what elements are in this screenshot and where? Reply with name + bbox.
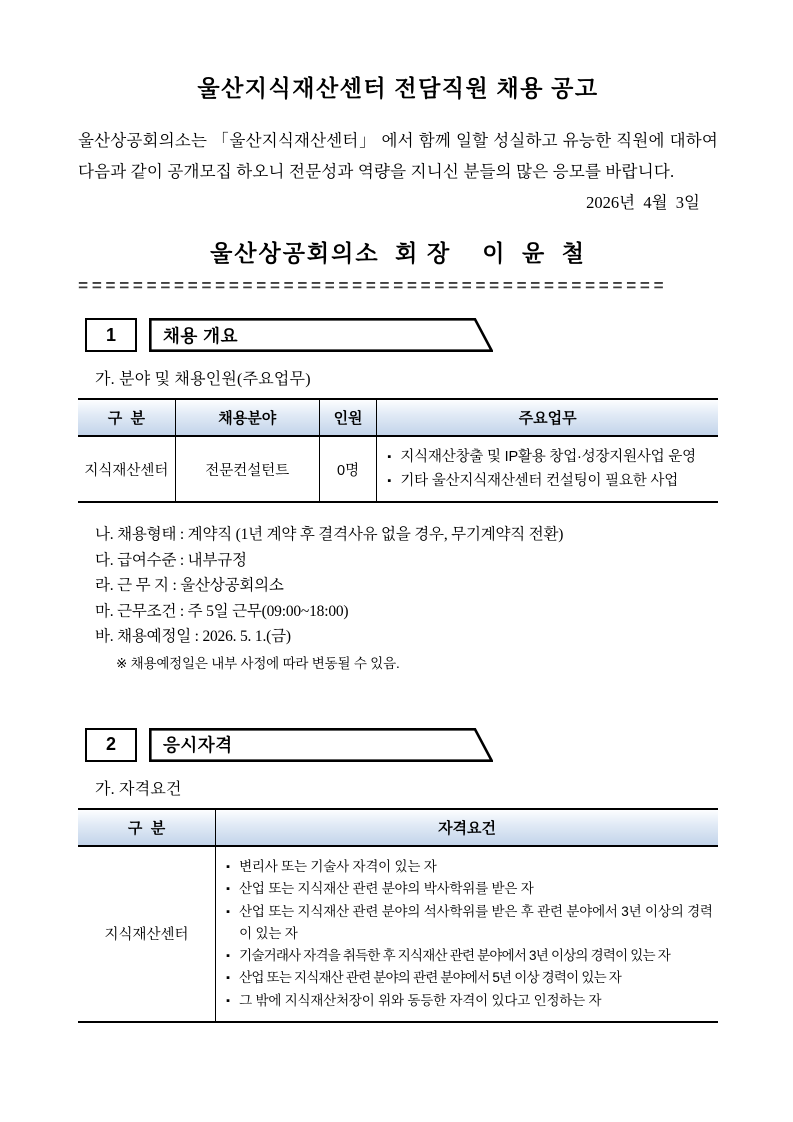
duty-item: ▪ 기타 울산지식재산센터 컨설팅이 필요한 사업 [387,469,712,493]
requirement-item: ▪ 변리사 또는 기술사 자격이 있는 자 [226,856,714,879]
col-header-requirements: 자격요건 [216,809,718,846]
bullet-icon: ▪ [226,860,230,873]
bullet-icon: ▪ [387,475,392,487]
cell-headcount: 0명 [319,436,377,502]
bullet-icon: ▪ [226,883,230,895]
qualifications-table [78,808,718,1024]
section-1-number: 1 [85,318,137,352]
col-header-field: 채용분야 [175,399,319,436]
cell-category: 지식재산센터 [84,462,169,479]
requirement-item: ▪ 기술거래사 자격을 취득한 후 지식재산 관련 분야에서 3년 이상의 경력이 있는 자 [226,945,714,968]
list-item-work-conditions: 마. 근무조건 : 주 5일 근무(09:00~18:00) [95,602,349,620]
section-1-subitem: 가. 분야 및 채용인원(주요업무) [95,371,311,388]
section-1-label [149,318,493,352]
document-title: 울산지식재산센터 전담직원 채용 공고 [197,76,599,101]
cell-duties [377,436,718,502]
intro-paragraph: 울산상공회의소는 「울산지식재산센터」 에서 함께 일할 성실하고 유능한 직원에 대하여 다음과 같이 공개모집 하오니 전문성과 역량을 지니신 분들의 많은 응모를 바랍니다. [78,131,718,181]
list-item-salary: 다. 급여수준 : 내부규정 [95,551,247,569]
requirement-item: ▪ 산업 또는 지식재산 관련 분야의 관련 분야에서 5년 이상 경력이 있는 자 [226,967,714,990]
qualifications-table-row [78,846,718,1023]
recruitment-conditions-list [95,522,718,650]
col-header-duties: 주요업무 [377,399,718,436]
bullet-icon: ▪ [387,451,392,463]
duty-item: ▪ 지식재산창출 및 IP활용 창업·성장지원사업 운영 [387,445,712,469]
list-item-hire-date: 바. 채용예정일 : 2026. 5. 1.(금) [95,628,291,645]
bullet-icon: ▪ [226,905,230,918]
requirement-item: ▪ 그 밖에 지식재산처장이 위와 동등한 자격이 있다고 인정하는 자 [226,990,714,1013]
section-1-header [85,318,718,352]
recruitment-table [78,398,718,503]
recruitment-table-row [78,436,718,502]
bullet-icon: ▪ [226,972,230,984]
col-header-category: 구 분 [78,809,216,846]
cell-requirements [216,846,718,1023]
cell-category: 지식재산센터 [104,927,189,944]
section-2-number: 2 [85,728,137,762]
requirement-item: ▪ 산업 또는 지식재산 관련 분야의 박사학위를 받은 자 [226,878,714,901]
col-header-category: 구 분 [78,399,175,436]
section-1-title: 채용 개요 [163,325,238,346]
list-item-employment-type: 나. 채용형태 : 계약직 (1년 계약 후 결격사유 없을 경우, 무기계약직 전환) [95,526,564,543]
signature-line: 울산상공회의소 회 장 이 윤 철 [210,241,586,266]
cell-field: 전문컨설턴트 [175,436,319,502]
list-item-workplace: 라. 근 무 지 : 울산상공회의소 [95,577,284,594]
hire-date-note: ※ 채용예정일은 내부 사정에 따라 변동될 수 있음. [116,655,400,671]
requirement-item: ▪ 산업 또는 지식재산 관련 분야의 석사학위를 받은 후 관련 분야에서 3년 이상의 경력이 있는 자 [226,903,713,941]
recruitment-table-header-row [78,399,718,436]
section-2-label [149,728,493,762]
section-2-subitem: 가. 자격요건 [95,780,182,798]
bullet-icon: ▪ [226,994,230,1007]
bullet-icon: ▪ [226,949,230,962]
section-2-title: 응시자격 [163,735,233,755]
section-2-header [85,728,718,762]
qualifications-table-header-row [78,809,718,846]
divider-line: =========================================== [78,278,668,297]
date-line: 2026년 4월 3일 [586,193,700,212]
col-header-headcount: 인원 [319,399,377,436]
